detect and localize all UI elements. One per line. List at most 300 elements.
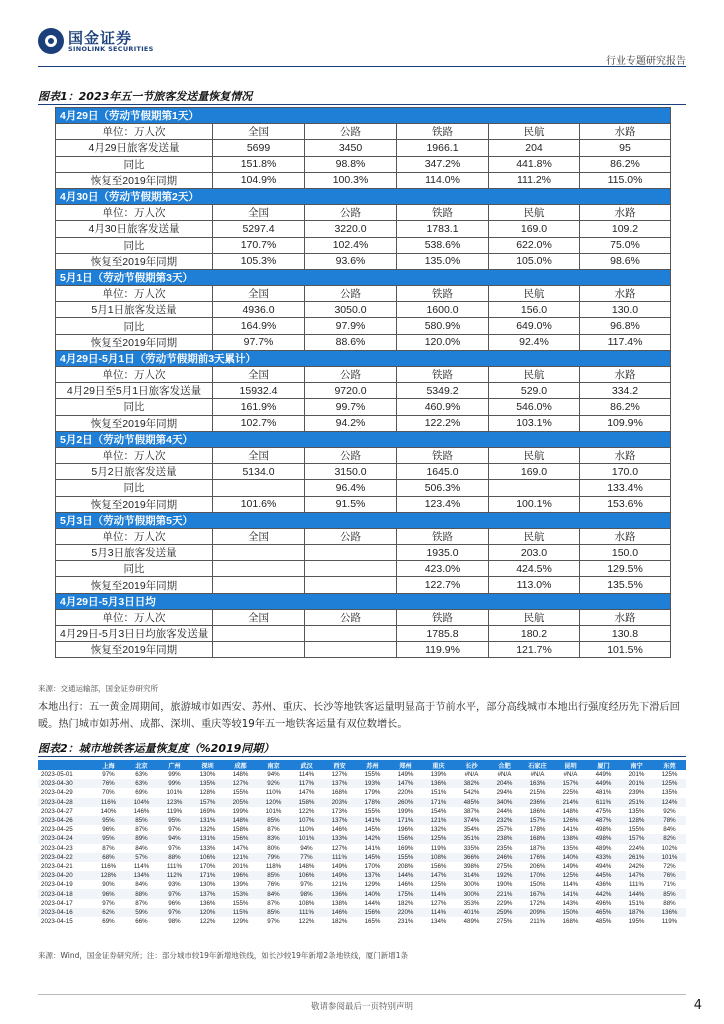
recovery-cell: 401%: [455, 908, 488, 917]
table-cell: 546.0%: [489, 399, 580, 415]
column-header: 水路: [580, 124, 671, 140]
recovery-cell: 353%: [463, 899, 480, 907]
recovery-cell: 111%: [167, 862, 182, 870]
row-label: 4月29日至5月1日旅客发送量: [56, 383, 213, 399]
recovery-cell: 172%: [529, 899, 546, 907]
city-column-header: 上海: [92, 760, 125, 770]
table-cell: 113.0%: [489, 577, 580, 593]
recovery-cell: 260%: [389, 798, 422, 807]
table-cell: 649.0%: [489, 318, 580, 334]
column-header: 水路: [580, 609, 671, 625]
recovery-cell: 97%: [158, 889, 191, 898]
recovery-cell: 176%: [521, 853, 554, 862]
recovery-cell: 128%: [92, 871, 125, 880]
recovery-cell: 148%: [298, 862, 315, 870]
section-title: 4月29日（劳动节假期第1天）: [56, 108, 671, 124]
unit-label: 单位：万人次: [56, 367, 213, 383]
table-cell: 1935.0: [397, 545, 489, 561]
recovery-cell: 83%: [257, 834, 290, 843]
recovery-cell: 154%: [430, 807, 447, 815]
table-row: [38, 917, 686, 926]
table-row: [56, 464, 671, 480]
city-column-header: 西安: [323, 760, 356, 770]
table-row: [38, 834, 686, 843]
city-column-header: 南京: [257, 760, 290, 770]
recovery-cell: 354%: [463, 826, 480, 834]
recovery-cell: 157%: [521, 816, 554, 825]
recovery-cell: 209%: [521, 908, 554, 917]
table-cell: 96.8%: [580, 318, 671, 334]
recovery-cell: 95%: [92, 834, 125, 843]
table-cell: 203.0: [489, 545, 580, 561]
recovery-cell: 442%: [587, 889, 620, 898]
table-cell: 1600.0: [397, 302, 489, 318]
date-column-header: [38, 760, 92, 770]
recovery-cell: 138%: [554, 834, 587, 843]
recovery-cell: 158%: [232, 826, 249, 834]
recovery-cell: 155%: [364, 771, 381, 779]
recovery-cell: 201%: [628, 771, 645, 779]
row-label: 恢复至2019年同期: [56, 334, 213, 350]
recovery-cell: 143%: [562, 899, 579, 907]
recovery-cell: 156%: [356, 908, 389, 917]
recovery-cell: 119%: [166, 807, 183, 815]
recovery-cell: 148%: [224, 816, 257, 825]
recovery-cell: 87%: [267, 899, 280, 907]
table-cell: 156.0: [489, 302, 580, 318]
table-cell: [305, 545, 397, 561]
recovery-cell: 178%: [529, 826, 546, 834]
recovery-cell: 107%: [290, 816, 323, 825]
recovery-cell: #N/A: [464, 771, 479, 779]
recovery-cell: 96%: [102, 826, 115, 834]
table-cell: 103.1%: [489, 415, 580, 431]
recovery-cell: 94%: [300, 844, 313, 852]
recovery-cell: 137%: [323, 779, 356, 788]
city-column-header: 深圳: [191, 760, 224, 770]
passenger-volume-table: [55, 107, 671, 658]
table-cell: 529.0: [489, 383, 580, 399]
recovery-cell: 84%: [257, 889, 290, 898]
page-number: 4: [693, 998, 702, 1013]
table-cell: 622.0%: [489, 237, 580, 253]
recovery-cell: 136%: [199, 899, 216, 907]
unit-row: [56, 528, 671, 544]
recovery-cell: 170%: [521, 871, 554, 880]
city-column-header: 成都: [224, 760, 257, 770]
table-cell: [213, 626, 305, 642]
table-cell: 180.2: [489, 626, 580, 642]
city-column-header: 石家庄: [521, 760, 554, 770]
table-cell: 580.9%: [397, 318, 489, 334]
recovery-cell: 114%: [422, 908, 455, 917]
recovery-cell: 88%: [158, 853, 191, 862]
date-cell: 2023-05-01: [41, 771, 73, 779]
recovery-cell: 141%: [364, 844, 381, 852]
recovery-cell: 121%: [422, 816, 455, 825]
recovery-cell: 151%: [430, 789, 447, 797]
recovery-cell: 95%: [92, 816, 125, 825]
table-cell: 5297.4: [213, 221, 305, 237]
table-cell: 1783.1: [397, 221, 489, 237]
section-title: 4月29日-5月3日日均: [56, 593, 671, 609]
column-header: 全国: [213, 286, 305, 302]
table-cell: 95: [580, 140, 671, 156]
date-cell: 2023-04-18: [38, 889, 92, 898]
recovery-cell: 382%: [455, 779, 488, 788]
row-label: 恢复至2019年同期: [56, 496, 213, 512]
city-column-header: 昆明: [554, 760, 587, 770]
table-row: [56, 140, 671, 156]
table-cell: 117.4%: [580, 334, 671, 350]
table-cell: 96.4%: [305, 480, 397, 496]
unit-row: [56, 286, 671, 302]
recovery-cell: 203%: [323, 798, 356, 807]
recovery-cell: 111%: [629, 881, 644, 889]
recovery-cell: 201%: [232, 862, 249, 870]
table-row: [56, 318, 671, 334]
recovery-cell: 85%: [257, 871, 290, 880]
table-cell: 424.5%: [489, 561, 580, 577]
table-cell: 169.0: [489, 464, 580, 480]
recovery-cell: 125%: [554, 871, 587, 880]
table-cell: 133.4%: [580, 480, 671, 496]
column-header: 民航: [489, 367, 580, 383]
recovery-cell: 115%: [224, 908, 257, 917]
table-row: [56, 334, 671, 350]
recovery-cell: 155%: [389, 853, 422, 862]
recovery-cell: 232%: [488, 816, 521, 825]
recovery-cell: 146%: [323, 908, 356, 917]
recovery-cell: 127%: [331, 771, 348, 779]
recovery-cell: 110%: [298, 826, 315, 834]
recovery-cell: 481%: [595, 789, 612, 797]
table-cell: 4936.0: [213, 302, 305, 318]
recovery-cell: 494%: [595, 862, 612, 870]
date-cell: 2023-04-17: [41, 899, 73, 907]
recovery-cell: 498%: [595, 826, 612, 834]
recovery-cell: 257%: [496, 826, 513, 834]
recovery-cell: 489%: [463, 918, 480, 926]
recovery-cell: 199%: [232, 807, 249, 815]
unit-label: 单位：万人次: [56, 447, 213, 463]
recovery-cell: 87%: [135, 826, 148, 834]
row-label: 同比: [56, 237, 213, 253]
recovery-cell: 136%: [323, 889, 356, 898]
recovery-cell: 147%: [620, 871, 653, 880]
column-header: 民航: [489, 609, 580, 625]
table-cell: 170.7%: [213, 237, 305, 253]
table-cell: 105.0%: [489, 253, 580, 269]
recovery-cell: 156%: [224, 834, 257, 843]
table-row: [38, 770, 686, 779]
table-cell: 135.0%: [397, 253, 489, 269]
table-cell: [305, 577, 397, 593]
recovery-cell: 150%: [529, 881, 546, 889]
table-row: [38, 862, 686, 871]
recovery-cell: 436%: [595, 881, 612, 889]
table-row: [38, 889, 686, 898]
table-cell: 1966.1: [397, 140, 489, 156]
table-cell: 1645.0: [397, 464, 489, 480]
table-cell: 151.8%: [213, 156, 305, 172]
row-label: 同比: [56, 480, 213, 496]
city-column-header: 东莞: [653, 760, 686, 770]
table-row: [38, 816, 686, 825]
recovery-cell: 130%: [199, 881, 216, 889]
recovery-cell: 133%: [323, 834, 356, 843]
date-cell: 2023-04-16: [38, 908, 92, 917]
table-cell: 170.0: [580, 464, 671, 480]
recovery-cell: 110%: [265, 789, 282, 797]
column-header: 全国: [213, 205, 305, 221]
table-cell: 99.7%: [305, 399, 397, 415]
recovery-cell: 398%: [463, 862, 480, 870]
recovery-cell: 171%: [422, 798, 455, 807]
recovery-cell: 173%: [331, 807, 348, 815]
recovery-cell: 88%: [125, 889, 158, 898]
recovery-cell: 157%: [191, 798, 224, 807]
column-header: 全国: [213, 367, 305, 383]
recovery-cell: 141%: [562, 826, 579, 834]
column-header: 民航: [489, 124, 580, 140]
table-cell: 5134.0: [213, 464, 305, 480]
date-cell: 2023-04-15: [41, 918, 73, 926]
recovery-cell: 127%: [224, 779, 257, 788]
recovery-cell: 147%: [232, 844, 249, 852]
recovery-cell: 220%: [389, 908, 422, 917]
recovery-cell: 77%: [290, 853, 323, 862]
recovery-cell: 168%: [562, 918, 579, 926]
footer-divider: [38, 994, 686, 995]
table-cell: 153.6%: [580, 496, 671, 512]
recovery-cell: 236%: [521, 798, 554, 807]
table-cell: [213, 480, 305, 496]
recovery-cell: 82%: [653, 834, 686, 843]
recovery-cell: 137%: [356, 871, 389, 880]
recovery-cell: 155%: [364, 807, 381, 815]
table-row: [38, 798, 686, 807]
recovery-cell: 335%: [463, 844, 480, 852]
table-cell: [213, 577, 305, 593]
recovery-cell: 125%: [661, 771, 678, 779]
table-row: [56, 561, 671, 577]
column-header: 水路: [580, 286, 671, 302]
row-label: 恢复至2019年同期: [56, 642, 213, 658]
recovery-cell: 475%: [595, 807, 612, 815]
table-row: [56, 253, 671, 269]
recovery-cell: 147%: [422, 871, 455, 880]
column-header: 公路: [305, 447, 397, 463]
recovery-cell: 141%: [554, 889, 587, 898]
recovery-cell: 76%: [92, 779, 125, 788]
column-header: 全国: [213, 528, 305, 544]
table-cell: 98.8%: [305, 156, 397, 172]
recovery-cell: 211%: [529, 918, 546, 926]
table-cell: 347.2%: [397, 156, 489, 172]
column-header: 铁路: [397, 205, 489, 221]
recovery-cell: 168%: [331, 789, 348, 797]
recovery-cell: 235%: [496, 844, 513, 852]
table-cell: [305, 626, 397, 642]
recovery-cell: 158%: [290, 798, 323, 807]
recovery-cell: 170%: [199, 862, 216, 870]
recovery-cell: 123%: [158, 798, 191, 807]
recovery-cell: 157%: [620, 834, 653, 843]
section-header-row: [56, 108, 671, 124]
recovery-cell: 167%: [521, 889, 554, 898]
table-cell: [213, 642, 305, 658]
table-cell: 204: [489, 140, 580, 156]
recovery-cell: 89%: [125, 834, 158, 843]
recovery-cell: 141%: [356, 816, 389, 825]
recovery-cell: 114%: [133, 862, 150, 870]
recovery-cell: 148%: [232, 771, 249, 779]
recovery-cell: 133%: [199, 844, 216, 852]
section-title: 5月1日（劳动节假期第3天）: [56, 269, 671, 285]
recovery-cell: 126%: [554, 816, 587, 825]
recovery-cell: 187%: [620, 908, 653, 917]
city-column-header: 南宁: [620, 760, 653, 770]
table-cell: 441.8%: [489, 156, 580, 172]
recovery-cell: 114%: [562, 881, 579, 889]
recovery-cell: 125%: [422, 834, 455, 843]
table-cell: 101.6%: [213, 496, 305, 512]
table-cell: 104.9%: [213, 172, 305, 188]
table-cell: 105.3%: [213, 253, 305, 269]
figure2-source: 来源：Wind，国金证券研究所；注：部分城市较19年新增地铁线，如长沙较19年新增2条地铁线，厦门新增1条: [38, 951, 408, 960]
recovery-cell: 340%: [488, 798, 521, 807]
table-cell: [213, 545, 305, 561]
table-row: [56, 496, 671, 512]
recovery-cell: 87%: [102, 844, 115, 852]
recovery-cell: 87%: [135, 899, 148, 907]
recovery-cell: 120%: [257, 798, 290, 807]
table-cell: [489, 480, 580, 496]
table-cell: 334.2: [580, 383, 671, 399]
date-cell: 2023-04-26: [38, 816, 92, 825]
recovery-cell: 225%: [562, 789, 579, 797]
table-row: [38, 853, 686, 862]
recovery-cell: 487%: [587, 816, 620, 825]
table-row: [56, 156, 671, 172]
recovery-cell: 387%: [463, 807, 480, 815]
table-cell: 109.9%: [580, 415, 671, 431]
recovery-cell: 251%: [620, 798, 653, 807]
recovery-cell: 163%: [521, 779, 554, 788]
recovery-cell: 231%: [397, 918, 414, 926]
recovery-cell: 72%: [663, 862, 676, 870]
recovery-cell: 220%: [397, 789, 414, 797]
recovery-cell: 208%: [397, 862, 414, 870]
table-cell: 109.2: [580, 221, 671, 237]
recovery-cell: 186%: [529, 807, 546, 815]
column-header: 水路: [580, 447, 671, 463]
section-title: 5月3日（劳动节假期第5天）: [56, 512, 671, 528]
recovery-cell: 351%: [455, 834, 488, 843]
recovery-cell: 144%: [620, 889, 653, 898]
table-cell: 86.2%: [580, 399, 671, 415]
table-cell: 75.0%: [580, 237, 671, 253]
recovery-cell: 129%: [232, 918, 249, 926]
row-label: 同比: [56, 399, 213, 415]
table-cell: 3220.0: [305, 221, 397, 237]
recovery-cell: 611%: [587, 798, 620, 807]
date-cell: 2023-04-23: [41, 844, 73, 852]
figure2-caption-divider: [38, 756, 686, 757]
recovery-cell: 135%: [661, 789, 678, 797]
recovery-cell: 366%: [455, 853, 488, 862]
unit-label: 单位：万人次: [56, 124, 213, 140]
date-cell: 2023-04-24: [38, 834, 92, 843]
recovery-cell: 433%: [587, 853, 620, 862]
recovery-cell: 134%: [430, 918, 447, 926]
recovery-cell: 92%: [257, 779, 290, 788]
recovery-cell: 63%: [135, 771, 148, 779]
recovery-cell: 119%: [661, 918, 678, 926]
column-header: 铁路: [397, 609, 489, 625]
section-header-row: [56, 431, 671, 447]
recovery-cell: 169%: [397, 844, 414, 852]
recovery-cell: 246%: [488, 853, 521, 862]
recovery-cell: #N/A: [497, 771, 512, 779]
recovery-cell: 294%: [496, 789, 513, 797]
recovery-cell: 69%: [102, 918, 115, 926]
recovery-cell: 206%: [529, 862, 546, 870]
recovery-cell: 214%: [554, 798, 587, 807]
recovery-cell: 125%: [430, 881, 447, 889]
recovery-cell: 97%: [300, 881, 313, 889]
recovery-cell: 76%: [653, 871, 686, 880]
recovery-cell: 125%: [653, 779, 686, 788]
table-cell: 135.5%: [580, 577, 671, 593]
date-cell: 2023-04-30: [38, 779, 92, 788]
city-column-header: 苏州: [356, 760, 389, 770]
table-row: [38, 825, 686, 834]
column-header: 公路: [305, 609, 397, 625]
recovery-cell: 136%: [422, 779, 455, 788]
recovery-cell: 130%: [199, 771, 216, 779]
recovery-cell: 153%: [224, 889, 257, 898]
recovery-cell: 155%: [628, 826, 645, 834]
table-row: [38, 807, 686, 816]
recovery-cell: 140%: [356, 889, 389, 898]
recovery-cell: 116%: [100, 862, 117, 870]
figure1-caption-divider: [38, 104, 686, 105]
column-header: 公路: [305, 205, 397, 221]
recovery-cell: 84%: [135, 881, 148, 889]
local-travel-paragraph: 本地出行：五一黄金周期间，旅游城市如西安、苏州、重庆、长沙等地铁客运量明显高于节前水平，部分高线城市本地出行强度经历先下滑后回暖。热门城市如苏州、成都、深圳、重庆等较19年五一地铁客运量有双位数增长。: [38, 702, 680, 730]
table-row: [38, 908, 686, 917]
recovery-cell: 145%: [364, 826, 381, 834]
recovery-cell: 90%: [102, 881, 115, 889]
table-cell: 122.7%: [397, 577, 489, 593]
table-cell: 538.6%: [397, 237, 489, 253]
recovery-cell: 239%: [628, 789, 645, 797]
recovery-cell: 97%: [102, 899, 115, 907]
recovery-cell: 114%: [422, 889, 455, 898]
recovery-cell: 165%: [364, 918, 381, 926]
recovery-cell: 445%: [587, 871, 620, 880]
header-divider: [38, 66, 686, 67]
recovery-cell: 111%: [323, 853, 356, 862]
date-cell: 2023-04-27: [41, 807, 73, 815]
recovery-cell: 156%: [430, 862, 447, 870]
recovery-cell: 144%: [389, 871, 422, 880]
recovery-cell: 137%: [323, 816, 356, 825]
table-cell: 98.6%: [580, 253, 671, 269]
recovery-cell: 96%: [168, 899, 181, 907]
